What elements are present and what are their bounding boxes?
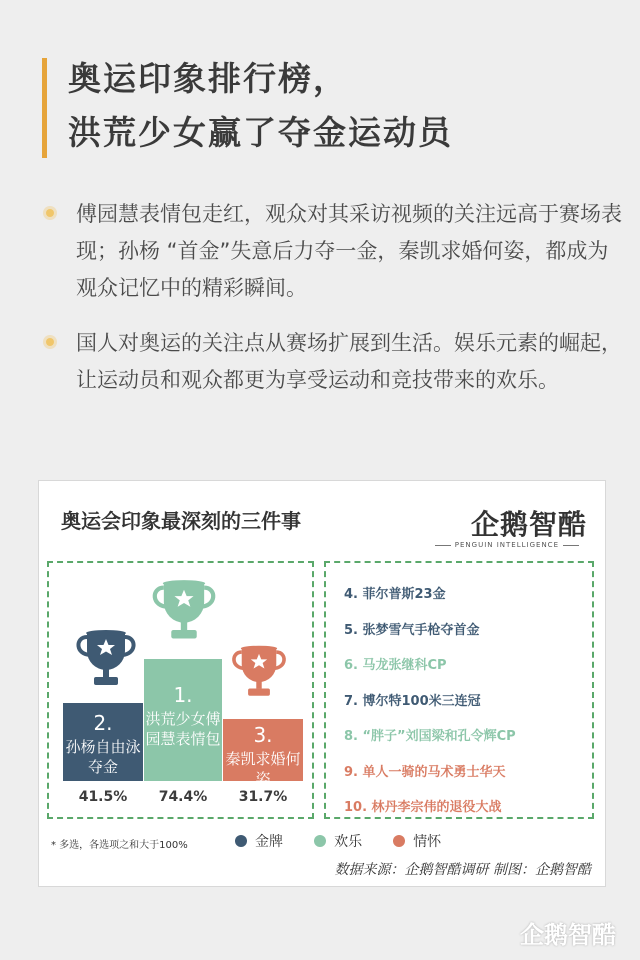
bullet-text: 傅园慧表情包走红，观众对其采访视频的关注远高于赛场表现；孙杨 “首金”失意后力夺一金，秦凯求婚何姿，都成为观众记忆中的精彩瞬间。	[76, 202, 622, 300]
legend-swatch	[314, 835, 326, 847]
podium-rank: 1.	[173, 683, 193, 707]
legend-label: 情怀	[413, 834, 442, 850]
podium-first	[144, 659, 222, 781]
podium-label: 洪荒少女傅园慧表情包	[145, 710, 221, 748]
legend-item	[235, 831, 283, 851]
page-title-line-1: 奥运印象排行榜，	[68, 59, 348, 98]
podium-percent: 41.5%	[78, 789, 128, 805]
legend	[235, 831, 467, 851]
podium-second	[63, 703, 143, 781]
data-source: 数据来源：企鹅智酷调研 制图：企鹅智酷	[334, 862, 591, 878]
podium-percent: 74.4%	[158, 789, 208, 805]
event-item: 5. 张梦雪气手枪夺首金	[344, 622, 480, 638]
bullet-dot-icon	[46, 338, 54, 346]
podium-third	[223, 719, 303, 788]
event-item: 4. 菲尔普斯23金	[344, 587, 446, 602]
trophy-icon	[73, 627, 139, 693]
accent-bar	[42, 58, 47, 158]
legend-swatch	[235, 835, 247, 847]
card-title: 奥运会印象最深刻的三件事	[61, 509, 301, 533]
bullet-item	[42, 325, 622, 399]
legend-label: 金牌	[255, 834, 283, 850]
event-item: 8. “胖子”刘国梁和孔令辉CP	[344, 729, 516, 744]
event-item: 10. 林丹李宗伟的退役大战	[344, 800, 502, 815]
event-list	[344, 577, 584, 826]
podium-rank: 2.	[93, 711, 113, 735]
trophy-icon	[149, 577, 219, 647]
podium-label: 秦凯求婚何姿	[225, 750, 301, 788]
penguin-logo	[437, 495, 587, 555]
legend-swatch	[393, 835, 405, 847]
footnote: * 多选，各选项之和大于100%	[51, 840, 188, 851]
legend-label: 欢乐	[334, 834, 363, 850]
watermark: 企鹅智酷	[520, 921, 616, 949]
logo-text: 企鹅智酷	[470, 508, 587, 541]
legend-item	[393, 831, 441, 851]
bullet-dot-icon	[46, 209, 54, 217]
podium-rank: 3.	[253, 723, 273, 747]
event-item: 9. 单人一骑的马术勇士华天	[344, 764, 506, 780]
page-title-line-2: 洪荒少女赢了夺金运动员	[68, 113, 453, 152]
infographic-card	[38, 480, 606, 887]
podium-label: 孙杨自由泳夺金	[65, 738, 141, 776]
header	[42, 52, 612, 160]
bullet-text: 国人对奥运的关注点从赛场扩展到生活。娱乐元素的崛起，让运动员和观众都更为享受运动和竞技带来的欢乐。	[76, 331, 622, 392]
trophy-icon	[229, 643, 289, 703]
event-item: 7. 博尔特100米三连冠	[344, 693, 481, 709]
podium-panel	[47, 561, 314, 819]
bullet-list	[42, 196, 622, 417]
bullet-item	[42, 196, 622, 307]
legend-item	[314, 831, 362, 851]
event-item: 6. 马龙张继科CP	[344, 658, 447, 673]
podium-percent: 31.7%	[238, 789, 288, 805]
logo-subtitle: PENGUIN INTELLIGENCE	[431, 541, 583, 549]
events-panel	[324, 561, 594, 819]
